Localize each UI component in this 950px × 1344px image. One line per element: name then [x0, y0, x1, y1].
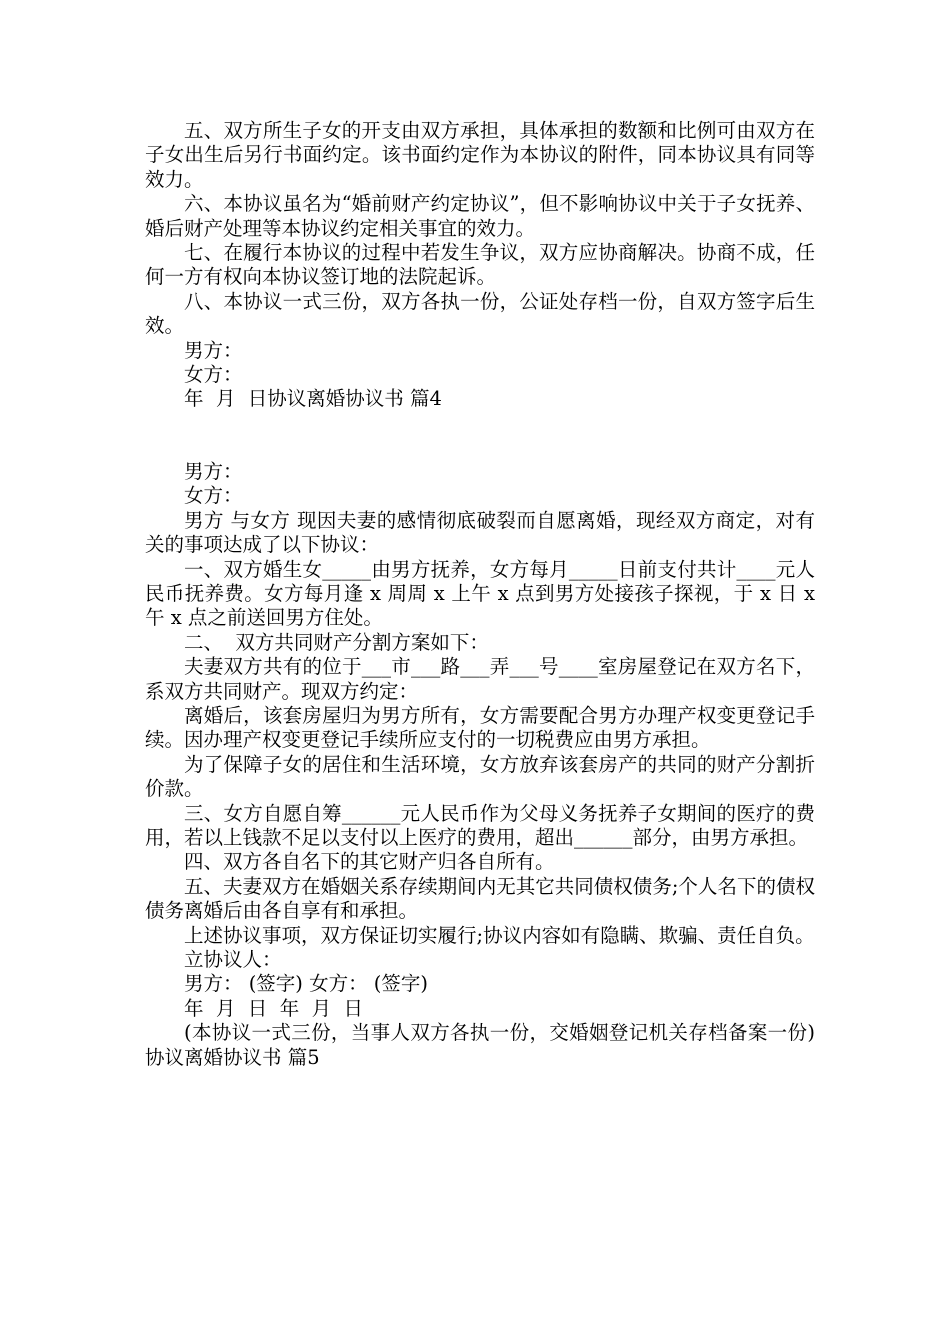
signature-female: 女方： — [184, 363, 243, 387]
clause-property-location: 夫妻双方共有的位于___市___路___弄___号____室房屋登记在双方名下，系双方共同财产。现双方约定： — [145, 655, 815, 703]
clause-other-property: 四、双方各自名下的其它财产归各自所有。 — [184, 850, 555, 874]
signature-line: 男方： (签字) 女方： (签字) — [184, 972, 429, 996]
section-previous-agreement — [145, 119, 815, 412]
clause-guarantee: 上述协议事项，双方保证切实履行;协议内容如有隐瞒、欺骗、责任自负。 — [184, 923, 815, 947]
clause-property-heading: 二、 双方共同财产分割方案如下： — [184, 630, 489, 654]
party-female: 女方： — [184, 484, 243, 508]
clause-child-custody: 一、双方婚生女_____由男方抚养，女方每月_____日前支付共计____元人民币抚养费。女方每月逢 x 周周 x 上午 x 点到男方处接孩子探视，于 x 日 x 午 x 点之前送回男方住处。 — [145, 557, 822, 630]
section-divorce-agreement — [145, 459, 822, 1070]
date-line: 年 月 日 年 月 日 — [184, 996, 363, 1020]
agreement-intro: 男方 与女方 现因夫妻的感情彻底破裂而自愿离婚，现经双方商定，对有关的事项达成了以下协议： — [145, 508, 815, 557]
clause-seven: 七、在履行本协议的过程中若发生争议，双方应协商解决。协商不成，任何一方有权向本协议签订地的法院起诉。 — [145, 241, 815, 289]
copies-note-and-section-title: (本协议一式三份，当事人双方各执一份，交婚姻登记机关存档备案一份)协议离婚协议书 篇5 — [145, 1021, 815, 1069]
clause-property-ownership: 离婚后，该套房屋归为男方所有，女方需要配合男方办理产权变更登记手续。因办理产权变更登记手续所应支付的一切税费应由男方承担。 — [145, 703, 815, 752]
signatories-label: 立协议人： — [184, 948, 282, 971]
clause-six: 六、本协议虽名为“婚前财产约定协议”，但不影响协议中关于子女抚养、婚后财产处理等本协议约定相关事宜的效力。 — [145, 192, 815, 240]
signature-male: 男方： — [184, 338, 243, 362]
party-male: 男方： — [184, 459, 243, 483]
section-gap — [145, 412, 815, 460]
document-page — [145, 119, 822, 1070]
clause-debts: 五、夫妻双方在婚姻关系存续期间内无其它共同债权债务;个人名下的债权债务离婚后由各自享有和承担。 — [145, 874, 815, 923]
clause-property-waiver: 为了保障子女的居住和生活环境，女方放弃该套房产的共同的财产分割折价款。 — [145, 752, 815, 801]
clause-medical-expenses: 三、女方自愿自筹______元人民币作为父母义务抚养子女期间的医疗的费用，若以上钱款不足以支付以上医疗的费用，超出______部分，由男方承担。 — [145, 801, 815, 849]
clause-eight: 八、本协议一式三份，双方各执一份，公证处存档一份，自双方签字后生效。 — [145, 289, 815, 338]
date-and-section-title: 年 月 日协议离婚协议书 篇4 — [184, 387, 442, 411]
clause-five: 五、双方所生子女的开支由双方承担，具体承担的数额和比例可由双方在子女出生后另行书面约定。该书面约定作为本协议的附件，同本协议具有同等效力。 — [145, 119, 815, 191]
